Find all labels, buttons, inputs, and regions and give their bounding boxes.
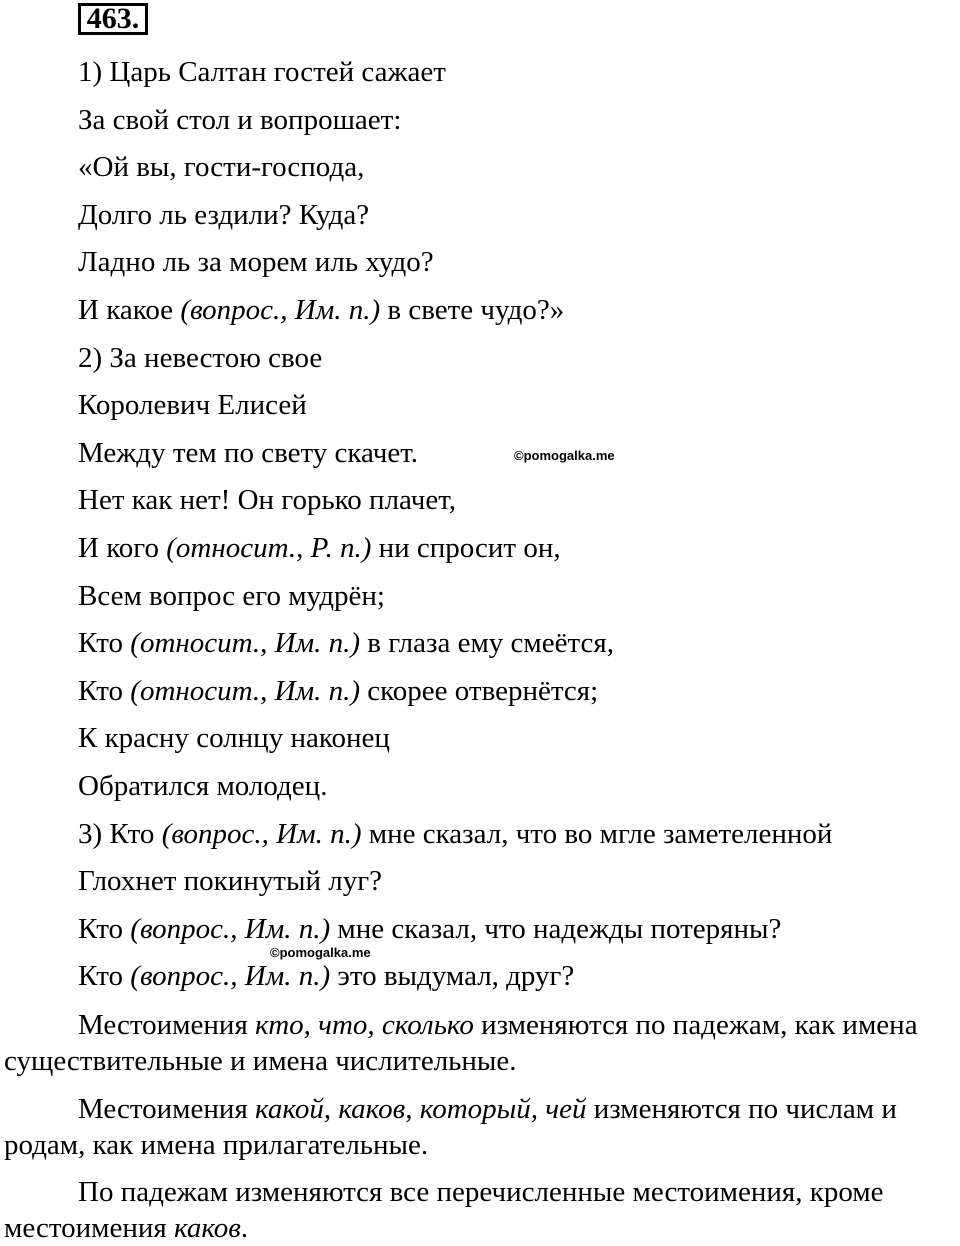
- rule-paragraph: По падежам изменяются все перечисленные местоимения, кроме местоимения каков.: [4, 1176, 884, 1244]
- poem-line: И кого (относит., Р. п.) ни спросит он,: [78, 531, 561, 564]
- poem-line: Кто (вопрос., Им. п.) это выдумал, друг?: [78, 960, 575, 993]
- poem-line: Кто (вопрос., Им. п.) мне сказал, что надежды потеряны?: [78, 912, 782, 945]
- poem-line: Ладно ль за морем иль худо?: [78, 246, 434, 279]
- poem-line: И какое (вопрос., Им. п.) в свете чудо?»: [78, 293, 565, 326]
- poem-line: Кто (относит., Им. п.) скорее отвернётся;: [78, 674, 599, 707]
- poem-line: 1) Царь Салтан гостей сажает: [78, 56, 446, 88]
- poem-block: [78, 49, 832, 1001]
- poem-line: Глохнет покинутый луг?: [78, 865, 382, 898]
- task-number: 463.: [78, 3, 148, 35]
- poem-line: Нет как нет! Он горько плачет,: [78, 484, 456, 517]
- poem-line: «Ой вы, гости-господа,: [78, 151, 365, 184]
- poem-line: Всем вопрос его мудрён;: [78, 579, 385, 612]
- rule-paragraph: Местоимения кто, что, сколько изменяются по падежам, как имена существительные и имена числительные.: [4, 1009, 918, 1077]
- poem-line: Между тем по свету скачет.: [78, 436, 418, 469]
- watermark: ©pomogalka.me: [514, 448, 615, 463]
- watermark: ©pomogalka.me: [270, 945, 371, 960]
- poem-line: Обратился молодец.: [78, 769, 328, 802]
- poem-line: К красну солнцу наконец: [78, 722, 390, 755]
- poem-line: Королевич Елисей: [78, 389, 307, 422]
- poem-line: Кто (относит., Им. п.) в глаза ему смеётся,: [78, 627, 615, 660]
- rule-paragraph: Местоимения какой, каков, который, чей изменяются по числам и родам, как имена прилагательные.: [4, 1093, 897, 1161]
- poem-line: За свой стол и вопрошает:: [78, 103, 402, 136]
- poem-line: 3) Кто (вопрос., Им. п.) мне сказал, что во мгле заметеленной: [78, 817, 833, 850]
- poem-line: 2) За невестою свое: [78, 341, 323, 374]
- poem-line: Долго ль ездили? Куда?: [78, 198, 370, 231]
